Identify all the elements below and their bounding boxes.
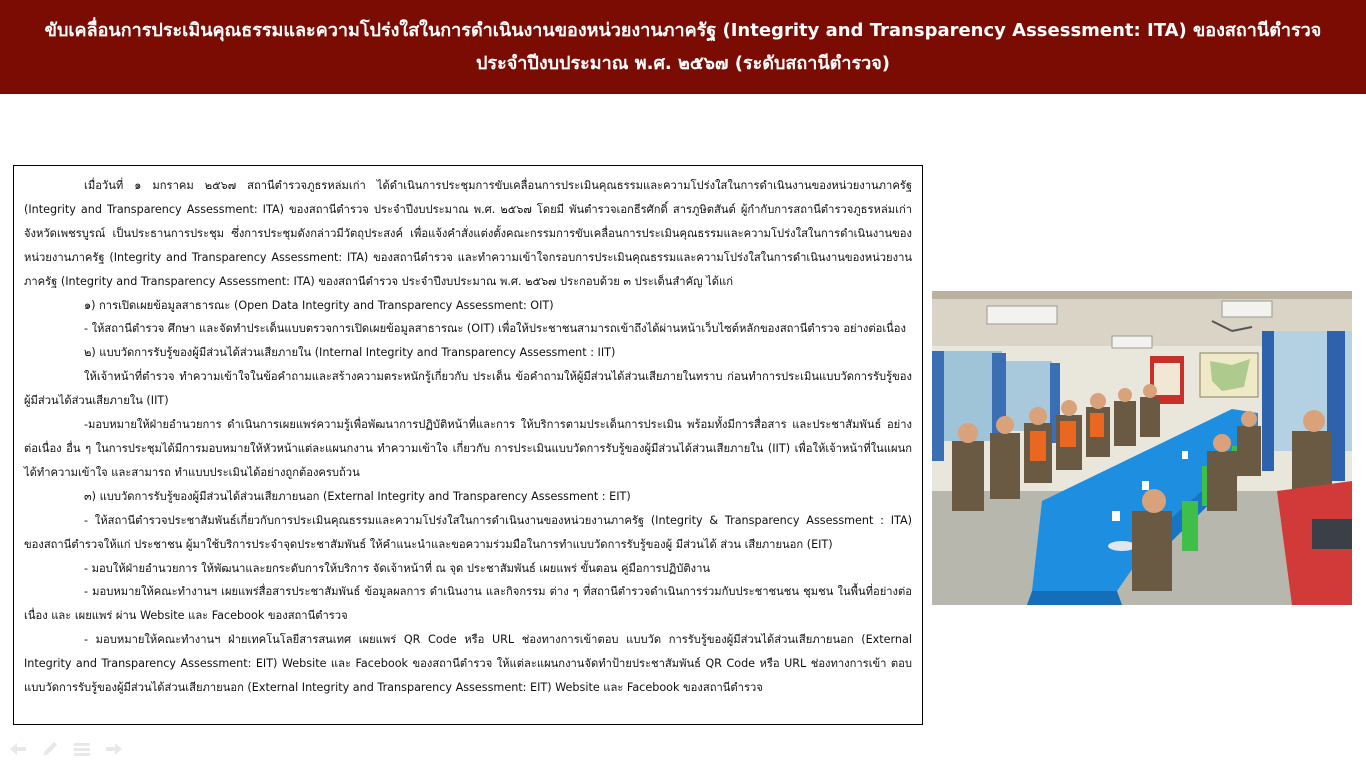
slide-title-line-1: ขับเคลื่อนการประเมินคุณธรรมและความโปร่งใสในการดำเนินงานของหน่วยงานภาครัฐ (Integrity and Transparency Assessment: ITA) ของสถานีตำรวจ [44, 20, 1322, 41]
pen-icon[interactable] [40, 739, 60, 759]
paragraph-item-2-detail-b: -มอบหมายให้ฝ่ายอำนวยการ ดำเนินการเผยแพร่ความรู้เพื่อพัฒนาการปฏิบัติหน้าที่และการ ให้บริการตามประเด็นการประเมิน พร้อมทั้งมีการสื่อสาร และประชาสัมพันธ์ อย่างต่อเนื่อง อื่น ๆ ในการประชุมได้มีการมอบหมายให้หัวหน้าแต่ละแผนกงาน ทำความเข้าใจ เกี่ยวกับ การประเมินแบบวัดการรับรู้ของผู้มีส่วนได้ส่วนเสียภายใน (IIT) เพื่อให้เจ้าหน้าที่ในแผนกได้ทำความเข้าใจ และสามารถ ทำแบบประเมินได้อย่างถูกต้องครบถ้วน [24, 418, 912, 479]
air-conditioner [987, 306, 1057, 324]
paragraph-item-3-detail-a: - ให้สถานีตำรวจประชาสัมพันธ์เกี่ยวกับการประเมินคุณธรรมและความโปร่งใสในการดำเนินงานของหน่วยงานภาครัฐ (Integrity & Transparency Assessment : ITA) ของสถานีตำรวจให้แก่ ประชาชน ผู้มาใช้บริการประจำจุดประชาสัมพันธ์ ให้คำแนะนำและขอความร่วมมือในการทำแบบวัดการรับรู้ของผู้ มีส่วนได้ ส่วน เสียภายนอก (EIT) [24, 513, 912, 551]
menu-icon[interactable] [72, 739, 92, 759]
paragraph-item-1-detail: - ให้สถานีตำรวจ ศึกษา และจัดทำประเด็นแบบตรวจการเปิดเผยข้อมูลสาธารณะ (OIT) เพื่อให้ประชาชนสามารถเข้าถึงได้ผ่านหน้าเว็บไซต์หลักของสถานีตำรวจ อย่างต่อเนื่อง [84, 322, 906, 336]
slide-controls [8, 738, 124, 760]
laptop [1312, 519, 1352, 549]
meeting-summary-textbox [13, 165, 923, 725]
paragraph-item-1-heading: ๑) การเปิดเผยข้อมูลสาธารณะ (Open Data Integrity and Transparency Assessment: OIT) [84, 298, 554, 312]
forward-arrow-icon[interactable] [104, 739, 124, 759]
slide-title-banner [0, 0, 1366, 94]
meeting-photo [932, 291, 1352, 605]
slide-title-line-2: ประจำปีงบประมาณ พ.ศ. ๒๕๖๗ (ระดับสถานีตำรวจ) [475, 53, 891, 74]
paragraph-item-2-heading: ๒) แบบวัดการรับรู้ของผู้มีส่วนได้ส่วนเสียภายใน (Internal Integrity and Transparency Assessment : IIT) [84, 346, 616, 360]
paragraph-item-3-detail-b: - มอบให้ฝ่ายอำนวยการ ให้พัฒนาและยกระดับการให้บริการ จัดเจ้าหน้าที่ ณ จุด ประชาสัมพันธ์ เผยแพร่ ขั้นตอน คู่มือการปฏิบัติงาน [84, 561, 711, 575]
paragraph-item-3-detail-c: - มอบหมายให้คณะทำงานฯ เผยแพร่สื่อสารประชาสัมพันธ์ ข้อมูลผลการ ดำเนินงาน และกิจกรรม ต่าง ๆ ที่สถานีตำรวจดำเนินการร่วมกับประชาชนชน ชุมชน ในพื้นที่อย่างต่อเนื่อง และ เผยแพร่ ผ่าน Website และ Facebook ของสถานีตำรวจ [24, 585, 912, 623]
paragraph-item-2-detail-a: ให้เจ้าหน้าที่ตำรวจ ทำความเข้าใจในข้อคำถามและสร้างความตระหนักรู้เกี่ยวกับ ประเด็น ข้อคำถามให้ผู้มีส่วนได้ส่วนเสียภายในทราบ ก่อนทำการประเมินแบบวัดการรับรู้ของผู้มีส่วนได้ส่วนเสียภายใน (IIT) [24, 370, 912, 408]
paragraph-intro: เมื่อวันที่ ๑ มกราคม ๒๕๖๗ สถานีตำรวจภูธรหล่มเก่า ได้ดำเนินการประชุมการขับเคลื่อนการประเมินคุณธรรมและความโปร่งใสในการดำเนินงานของหน่วยงานภาครัฐ (Integrity and Transparency Assessment: ITA) ของสถานีตำรวจ ประจำปีงบประมาณ พ.ศ. ๒๕๖๗ โดยมี พันตำรวจเอกธีรศักดิ์ สารภูษิตสันต์ ผู้กำกับการสถานีตำรวจภูธรหล่มเก่า จังหวัดเพชรบูรณ์ เป็นประธานการประชุม ซึ่งการประชุมดังกล่าวมีวัตถุประสงค์ เพื่อแจ้งคำสั่งแต่งตั้งคณะกรรมการขับเคลื่อนการประเมินคุณธรรมและความโปร่งใสในการดำเนินงานของหน่วยงานภาครัฐ (Integrity and Transparency Assessment: ITA) ของสถานีตำรวจ และทำความเข้าใจกรอบการประเมินคุณธรรมและความโปร่งใสในการดำเนินงานของหน่วยงานภาครัฐ (Integrity and Transparency Assessment: ITA) ของสถานีตำรวจ ประจำปีงบประมาณ พ.ศ. ๒๕๖๗ ประกอบด้วย ๓ ประเด็นสำคัญ ได้แก่ [24, 179, 912, 288]
paragraph-item-3-detail-d: - มอบหมายให้คณะทำงานฯ ฝ่ายเทคโนโลยีสารสนเทศ เผยแพร่ QR Code หรือ URL ช่องทางการเข้าตอบ แบบวัด การรับรู้ของผู้มีส่วนได้ส่วนเสียภายนอก (External Integrity and Transparency Assessment: EIT) Website และ Facebook ของสถานีตำรวจ ให้แต่ละแผนกงานจัดทำป้ายประชาสัมพันธ์ QR Code หรือ URL ช่องทางการเข้า ตอบ แบบวัดการรับรู้ของผู้มีส่วนได้ส่วนเสียภายนอก (External Integrity and Transparency Assessment: EIT) Website และ Facebook ของสถานีตำรวจ [24, 633, 912, 695]
paragraph-item-3-heading: ๓) แบบวัดการรับรู้ของผู้มีส่วนได้ส่วนเสียภายนอก (External Integrity and Transparency Assessment : EIT) [84, 489, 631, 503]
back-arrow-icon[interactable] [8, 739, 28, 759]
